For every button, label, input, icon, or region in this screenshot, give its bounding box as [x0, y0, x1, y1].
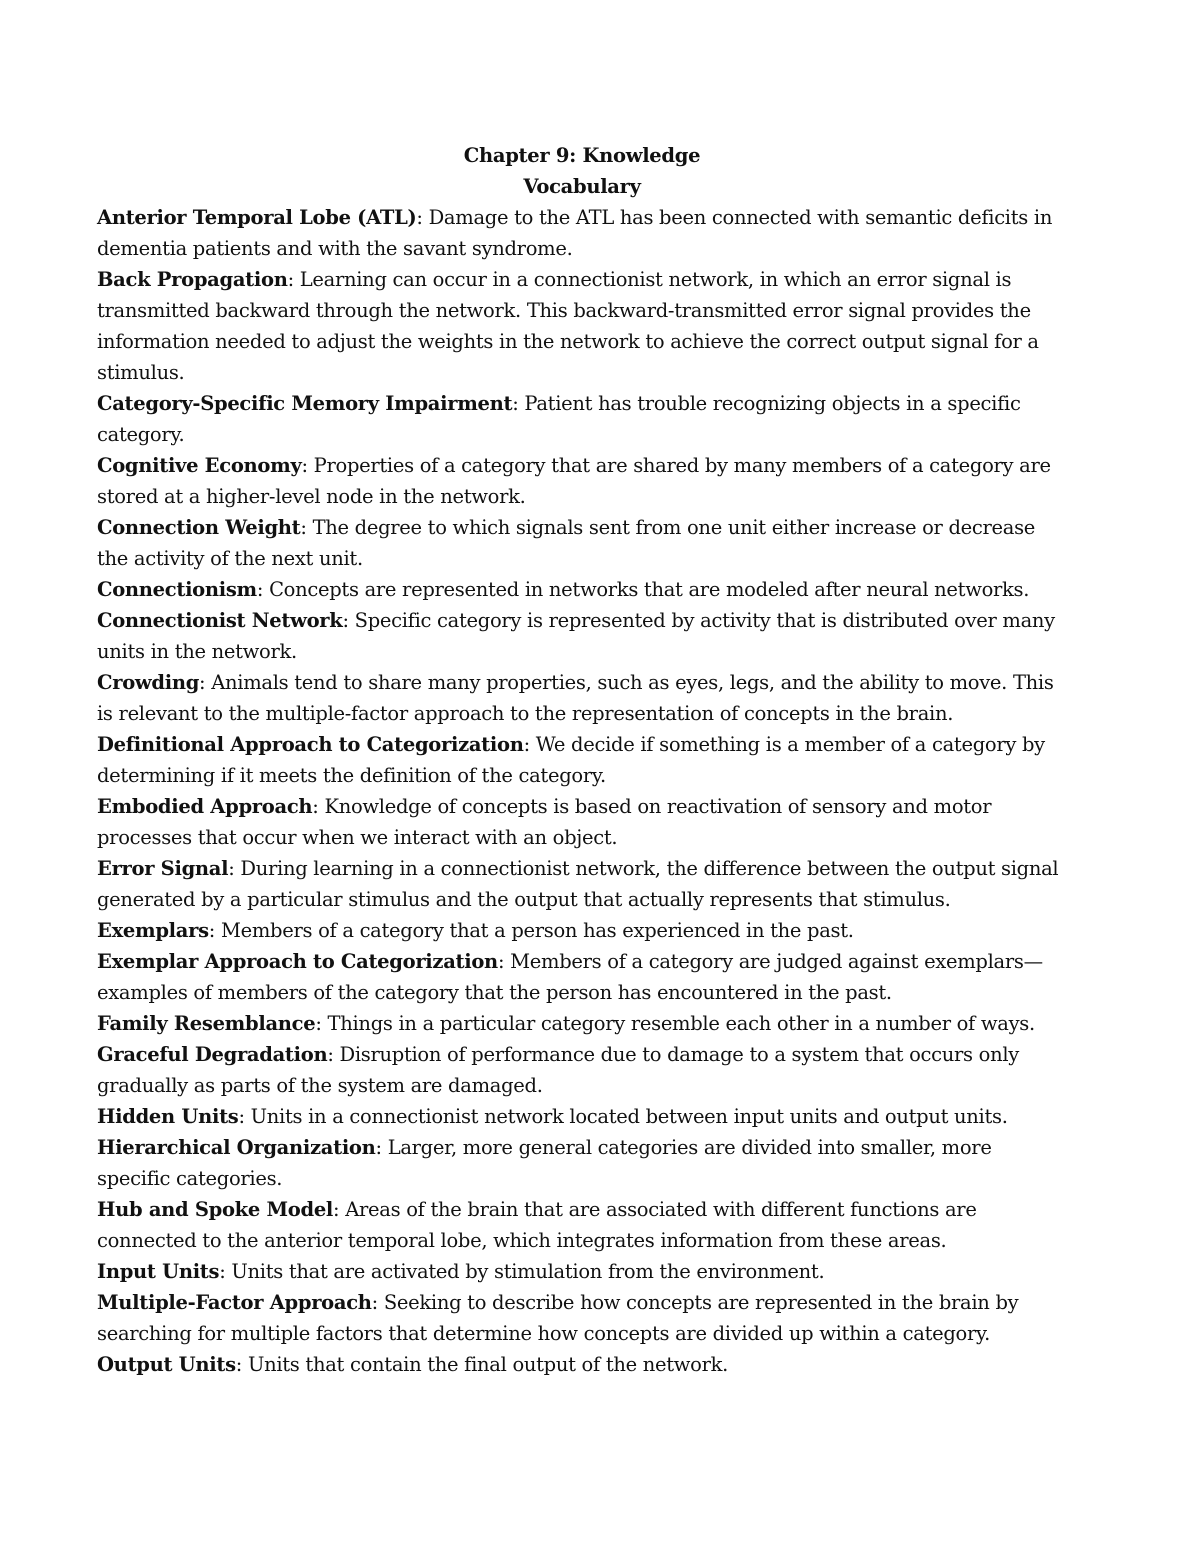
vocabulary-entry: [97, 1194, 1067, 1256]
vocabulary-entry: [97, 605, 1067, 667]
section-heading: Vocabulary: [523, 175, 641, 198]
vocabulary-entry: [97, 915, 1067, 946]
term-separator: :: [287, 268, 300, 291]
vocabulary-term: Hierarchical Organization: [97, 1136, 376, 1159]
vocabulary-term: Exemplars: [97, 919, 209, 942]
vocabulary-entry: [97, 264, 1067, 388]
vocabulary-entry: [97, 574, 1067, 605]
vocabulary-definition: Concepts are represented in networks that are modeled after neural networks.: [269, 578, 1030, 601]
vocabulary-entry: [97, 388, 1067, 450]
vocabulary-definition: Things in a particular category resemble each other in a number of ways.: [327, 1012, 1035, 1035]
vocabulary-entry: [97, 729, 1067, 791]
term-separator: :: [416, 206, 429, 229]
vocabulary-definition: Units that are activated by stimulation from the environment.: [231, 1260, 825, 1283]
vocabulary-definition: Knowledge of concepts is based on reactivation of sensory and motor processes that occur when we interact with an object.: [97, 795, 992, 849]
term-separator: :: [333, 1198, 346, 1221]
vocabulary-definition: Disruption of performance due to damage to a system that occurs only gradually as parts of the system are damaged.: [97, 1043, 1020, 1097]
vocabulary-definition: During learning in a connectionist network, the difference between the output signal generated by a particular stimulus and the output that actually represents that stimulus.: [97, 857, 1059, 911]
term-separator: :: [327, 1043, 340, 1066]
vocabulary-term: Cognitive Economy: [97, 454, 302, 477]
vocabulary-definition: Members of a category that a person has experienced in the past.: [220, 919, 854, 942]
vocabulary-entry: [97, 1132, 1067, 1194]
vocabulary-definition: Units in a connectionist network located between input units and output units.: [250, 1105, 1008, 1128]
vocabulary-definition: Units that contain the final output of the network.: [247, 1353, 729, 1376]
term-separator: :: [375, 1136, 388, 1159]
vocabulary-entry: [97, 853, 1067, 915]
term-separator: :: [238, 1105, 251, 1128]
vocabulary-entry: [97, 1256, 1067, 1287]
vocabulary-definition: Properties of a category that are shared by many members of a category are stored at a higher-level node in the network.: [97, 454, 1051, 508]
vocabulary-entry: [97, 1287, 1067, 1349]
vocabulary-term: Hidden Units: [97, 1105, 239, 1128]
vocabulary-definition: Seeking to describe how concepts are represented in the brain by searching for multiple factors that determine how concepts are divided up within a category.: [97, 1291, 1019, 1345]
term-separator: :: [315, 1012, 328, 1035]
term-separator: :: [256, 578, 270, 601]
vocabulary-entry: [97, 1039, 1067, 1101]
vocabulary-term: Crowding: [97, 671, 200, 694]
vocabulary-definition: Members of a category are judged against exemplars—examples of members of the category that the person has encountered in the past.: [97, 950, 1043, 1004]
term-separator: :: [497, 950, 511, 973]
vocabulary-entry: [97, 1008, 1067, 1039]
vocabulary-entry: [97, 202, 1067, 264]
vocabulary-entry: [97, 946, 1067, 1008]
vocabulary-term: Definitional Approach to Categorization: [97, 733, 524, 756]
vocabulary-definition: Damage to the ATL has been connected with semantic deficits in dementia patients and with the savant syndrome.: [97, 206, 1053, 260]
vocabulary-definition: Areas of the brain that are associated with different functions are connected to the anterior temporal lobe, which integrates information from these areas.: [97, 1198, 977, 1252]
vocabulary-definition: Patient has trouble recognizing objects in a specific category.: [97, 392, 1021, 446]
vocabulary-entry: [97, 1101, 1067, 1132]
term-separator: :: [301, 454, 314, 477]
vocabulary-term: Connectionist Network: [97, 609, 343, 632]
vocabulary-term: Output Units: [97, 1353, 236, 1376]
vocabulary-term: Graceful Degradation: [97, 1043, 328, 1066]
vocabulary-entry: [97, 1349, 1067, 1380]
vocabulary-definition: The degree to which signals sent from one unit either increase or decrease the activity of the next unit.: [97, 516, 1036, 570]
term-separator: :: [512, 392, 525, 415]
term-separator: :: [228, 857, 241, 880]
vocabulary-term: Connectionism: [97, 578, 257, 601]
vocabulary-term: Embodied Approach: [97, 795, 313, 818]
term-separator: :: [199, 671, 212, 694]
vocabulary-entry: [97, 450, 1067, 512]
term-separator: :: [342, 609, 355, 632]
term-separator: :: [235, 1353, 248, 1376]
vocabulary-term: Category-Specific Memory Impairment: [97, 392, 513, 415]
vocabulary-entry: [97, 667, 1067, 729]
vocabulary-term: Connection Weight: [97, 516, 301, 539]
vocabulary-definition: Larger, more general categories are divided into smaller, more specific categories.: [97, 1136, 992, 1190]
vocabulary-definition: Learning can occur in a connectionist network, in which an error signal is transmitted backward through the network. This backward-transmitted error signal provides the information needed to adjust the weights in the network to achieve the correct output signal for a stimulus.: [97, 268, 1039, 384]
term-separator: :: [208, 919, 221, 942]
vocabulary-list: [97, 202, 1067, 1380]
vocabulary-term: Exemplar Approach to Categorization: [97, 950, 498, 973]
vocabulary-entry: [97, 512, 1067, 574]
term-separator: :: [523, 733, 536, 756]
vocabulary-term: Hub and Spoke Model: [97, 1198, 334, 1221]
vocabulary-definition: Animals tend to share many properties, such as eyes, legs, and the ability to move. This is relevant to the multiple-factor approach to the representation of concepts in the brain.: [97, 671, 1054, 725]
term-separator: :: [371, 1291, 384, 1314]
vocabulary-term: Anterior Temporal Lobe (ATL): [97, 206, 417, 229]
vocabulary-term: Multiple-Factor Approach: [97, 1291, 372, 1314]
vocabulary-entry: [97, 791, 1067, 853]
vocabulary-definition: We decide if something is a member of a category by determining if it meets the definition of the category.: [97, 733, 1045, 787]
vocabulary-term: Family Resemblance: [97, 1012, 316, 1035]
term-separator: :: [300, 516, 313, 539]
chapter-title: Chapter 9: Knowledge: [463, 144, 701, 167]
vocabulary-term: Error Signal: [97, 857, 229, 880]
vocabulary-term: Input Units: [97, 1260, 220, 1283]
vocabulary-term: Back Propagation: [97, 268, 288, 291]
vocabulary-definition: Specific category is represented by activity that is distributed over many units in the network.: [97, 609, 1055, 663]
document-content: [97, 140, 1067, 1380]
term-separator: :: [312, 795, 325, 818]
term-separator: :: [219, 1260, 232, 1283]
